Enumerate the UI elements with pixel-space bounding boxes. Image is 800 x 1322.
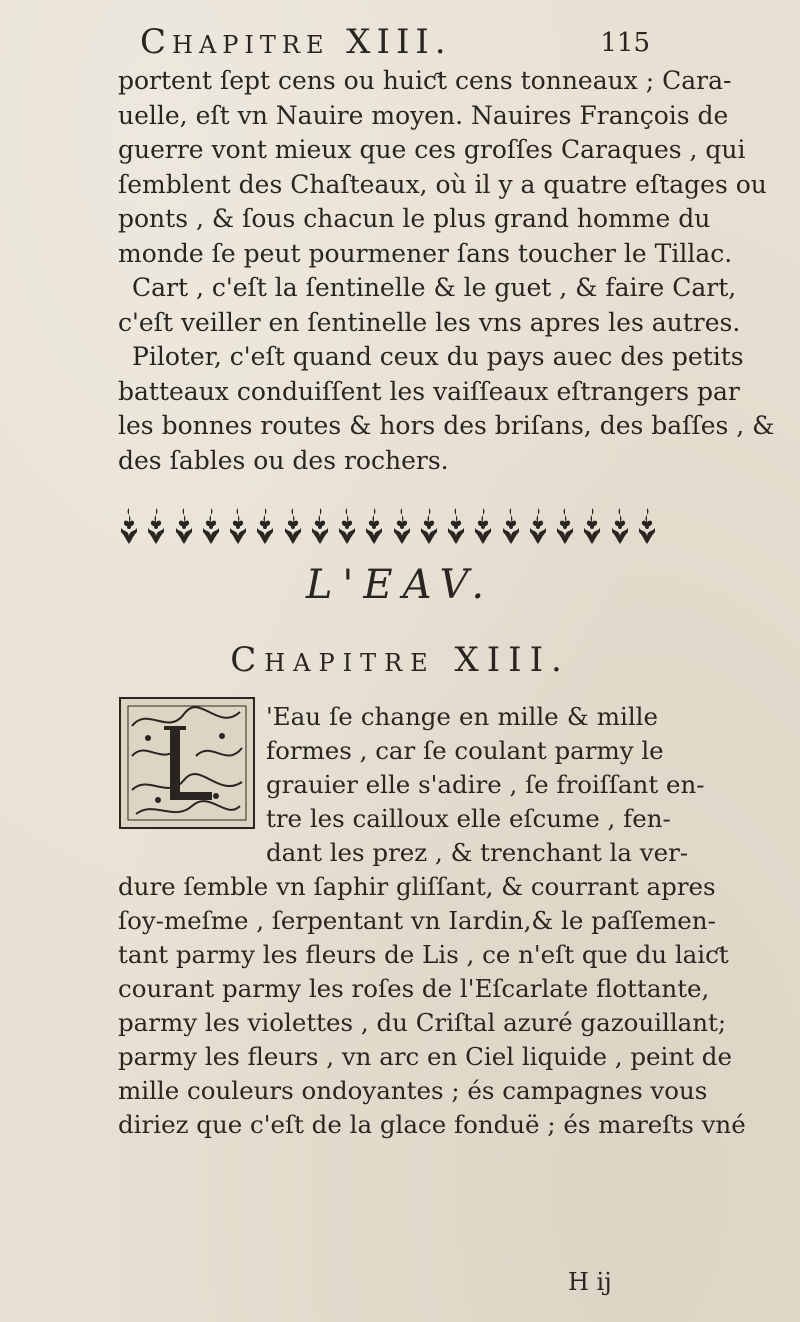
- fleuron-icon: [609, 506, 631, 546]
- text-line: Piloter, c'eſt quand ceux du pays auec des petits: [132, 342, 744, 371]
- fleuron-icon: [500, 506, 522, 546]
- fleuron-icon: [391, 506, 413, 546]
- text-line: tre les cailloux elle eſcume , fen-: [266, 804, 671, 833]
- fleuron-icon: [418, 506, 440, 546]
- text-line: tant parmy les fleurs de Lis , ce n'eſt que du laiƈt: [118, 940, 729, 969]
- fleuron-icon: [145, 506, 167, 546]
- text-line: 'Eau ſe change en mille & mille: [266, 702, 658, 731]
- text-line: dant les prez , & trenchant la ver-: [266, 838, 689, 867]
- running-head-title: Chapitre XIII.: [140, 22, 452, 62]
- text-line: ſemblent des Chaſteaux, où il y a quatre eſtages ou: [118, 169, 767, 199]
- text-line: batteaux conduiſſent les vaiſſeaux eſtrangers par: [118, 376, 740, 406]
- text-line: Cart , c'eſt la ſentinelle & le guet , & faire Cart,: [132, 273, 737, 302]
- text-line: uelle, eſt vn Nauire moyen. Nauires François de: [118, 100, 729, 130]
- fleuron-icon: [554, 506, 576, 546]
- fleuron-icon: [309, 506, 331, 546]
- running-head: [140, 18, 650, 68]
- fleuron-icon: [527, 506, 549, 546]
- text-line: c'eſt veiller en ſentinelle les vns apres les autres.: [118, 307, 741, 337]
- text-line: grauier elle s'adire , ſe froiſſant en-: [266, 770, 705, 799]
- text-line: formes , car ſe coulant parmy le: [266, 736, 664, 765]
- text-line: portent ſept cens ou huiƈt cens tonneaux ; Cara-: [118, 66, 732, 95]
- fleuron-icon: [282, 506, 304, 546]
- fleuron-icon: [363, 506, 385, 546]
- section-title: L'EAV.: [305, 562, 495, 608]
- text-line: mille couleurs ondoyantes ; és campagnes vous: [118, 1076, 708, 1105]
- chapter-body: [118, 700, 746, 1142]
- fleuron-icon: [227, 506, 249, 546]
- fleuron-icon: [200, 506, 222, 546]
- fleuron-icon: [581, 506, 603, 546]
- fleuron-icon: [636, 506, 658, 546]
- text-line: ponts , & ſous chacun le plus grand homme du: [118, 204, 711, 233]
- chapter-title: Chapitre XIII.: [230, 640, 570, 680]
- fleuron-band: [118, 502, 658, 550]
- continued-text: [118, 64, 775, 478]
- fleuron-icon: [445, 506, 467, 546]
- fleuron-icon: [472, 506, 494, 546]
- fleuron-icon: [336, 506, 358, 546]
- fleuron-icon: [173, 506, 195, 546]
- text-line: les bonnes routes & hors des briſans, des baſſes , &: [118, 411, 775, 440]
- text-line: monde ſe peut pourmener ſans toucher le Tillac.: [118, 238, 733, 268]
- fleuron-icon: [118, 506, 140, 546]
- fleuron-icon: [254, 506, 276, 546]
- text-line: des ſables ou des rochers.: [118, 445, 449, 475]
- page-number: 115: [600, 28, 650, 58]
- text-line: guerre vont mieux que ces groſſes Caraques , qui: [118, 135, 746, 164]
- text-line: diriez que c'eſt de la glace fonduë ; és mareſts vné: [118, 1110, 746, 1139]
- catchword: H ij: [568, 1268, 612, 1296]
- text-line: parmy les violettes , du Criſtal azuré gazouillant;: [118, 1008, 727, 1037]
- text-line: ſoy-meſme , ſerpentant vn Iardin,& le paſſemen-: [118, 906, 716, 935]
- text-line: parmy les fleurs , vn arc en Ciel liquide , peint de: [118, 1042, 732, 1071]
- text-line: dure ſemble vn ſaphir gliſſant, & courrant apres: [118, 872, 716, 901]
- text-line: courant parmy les roſes de l'Eſcarlate flottante,: [118, 974, 710, 1003]
